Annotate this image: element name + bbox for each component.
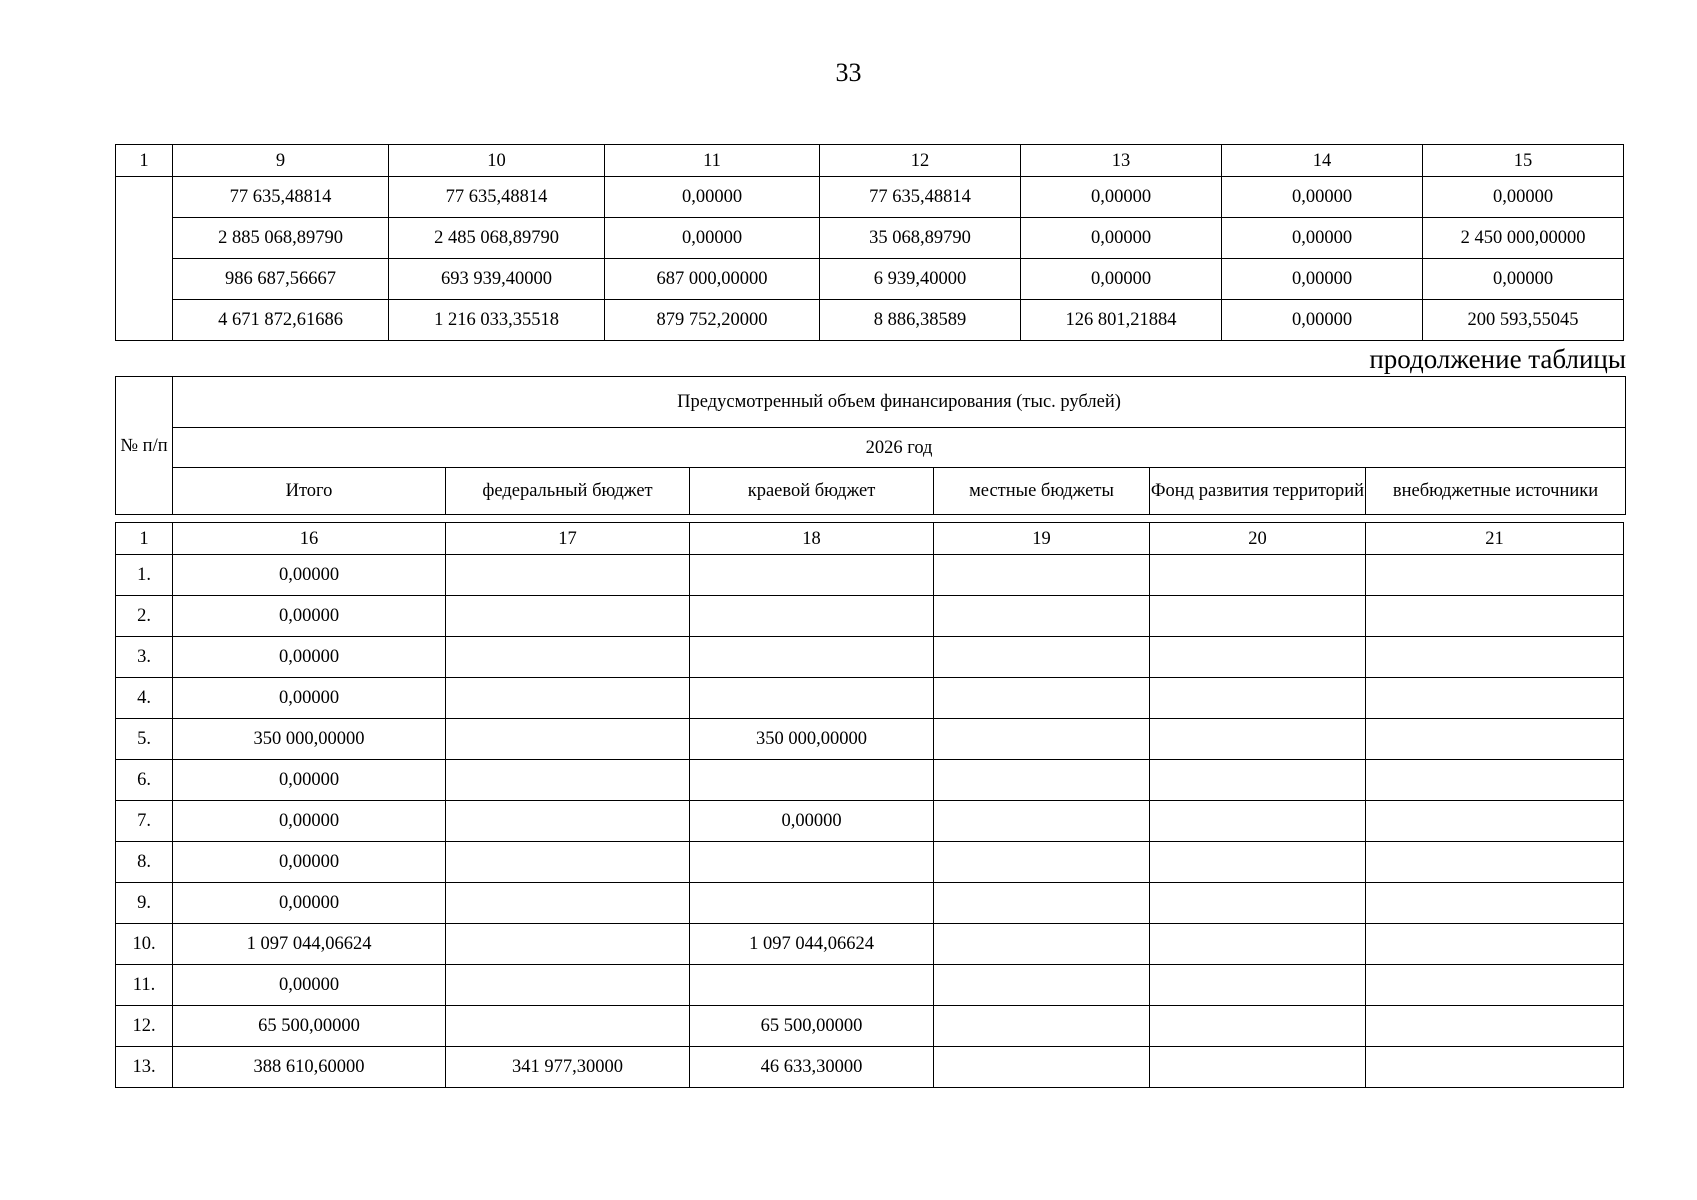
table-cell: 0,00000 [690, 801, 934, 842]
table-cell: 0,00000 [173, 760, 446, 801]
table-cell [690, 678, 934, 719]
table-cell: 6 939,40000 [820, 259, 1021, 300]
table-row [116, 883, 1624, 924]
table-cell: 0,00000 [605, 218, 820, 259]
table-cell: 126 801,21884 [1021, 300, 1222, 341]
table-cell [446, 1006, 690, 1047]
column-header: федеральный бюджет [446, 468, 690, 515]
table-cell: 0,00000 [1021, 177, 1222, 218]
column-number-row [116, 523, 1624, 555]
table-cell: 1 097 044,06624 [173, 924, 446, 965]
top-financing-table [115, 144, 1624, 341]
financing-body-table [115, 522, 1624, 1088]
table-cell [934, 637, 1150, 678]
table-cell: 0,00000 [173, 678, 446, 719]
table-row [116, 218, 1624, 259]
table-cell [690, 842, 934, 883]
table-cell [934, 965, 1150, 1006]
column-number-row [116, 145, 1624, 177]
table-cell: 77 635,48814 [820, 177, 1021, 218]
table-cell: 4 671 872,61686 [173, 300, 389, 341]
table-row [116, 678, 1624, 719]
table-cell [446, 883, 690, 924]
table-cell: 1 216 033,35518 [389, 300, 605, 341]
column-number: 13 [1021, 145, 1222, 177]
table-cell [690, 883, 934, 924]
table-cell: 986 687,56667 [173, 259, 389, 300]
table-cell: 0,00000 [173, 801, 446, 842]
column-number: 9 [173, 145, 389, 177]
table-cell: 0,00000 [1423, 259, 1624, 300]
row-number-cell: 10. [116, 924, 173, 965]
table-row [116, 924, 1624, 965]
column-number: 21 [1366, 523, 1624, 555]
table-cell [1150, 637, 1366, 678]
table-cell: 0,00000 [173, 596, 446, 637]
table-cell [934, 1006, 1150, 1047]
table-cell [446, 719, 690, 760]
table-cell: 0,00000 [1222, 300, 1423, 341]
table-cell: 687 000,00000 [605, 259, 820, 300]
table-cell [1150, 760, 1366, 801]
table-row [116, 177, 1624, 218]
table-cell [446, 924, 690, 965]
table-cell [446, 637, 690, 678]
table-cell [1366, 965, 1624, 1006]
table-cell: 879 752,20000 [605, 300, 820, 341]
table-row [116, 637, 1624, 678]
table-cell [934, 801, 1150, 842]
row-number-cell: 6. [116, 760, 173, 801]
year-header: 2026 год [173, 428, 1626, 468]
table-cell [1366, 555, 1624, 596]
column-header: Фонд развития территорий [1150, 468, 1366, 515]
table-cell: 46 633,30000 [690, 1047, 934, 1088]
table-cell: 77 635,48814 [173, 177, 389, 218]
table-cell [446, 555, 690, 596]
table-cell: 341 977,30000 [446, 1047, 690, 1088]
table-cell [934, 596, 1150, 637]
table-cell: 0,00000 [1021, 218, 1222, 259]
table-cell [690, 760, 934, 801]
table-cell [1366, 842, 1624, 883]
table-cell [1366, 760, 1624, 801]
column-number: 1 [116, 145, 173, 177]
column-number: 18 [690, 523, 934, 555]
table-cell: 1 097 044,06624 [690, 924, 934, 965]
row-number-cell: 5. [116, 719, 173, 760]
table-cell [446, 760, 690, 801]
table-cell [1150, 1006, 1366, 1047]
table-cell: 0,00000 [1222, 218, 1423, 259]
row-number-cell: 4. [116, 678, 173, 719]
table-cell [1150, 965, 1366, 1006]
table-row [116, 596, 1624, 637]
column-number: 11 [605, 145, 820, 177]
table-cell [934, 719, 1150, 760]
table-cell: 350 000,00000 [173, 719, 446, 760]
table-cell [690, 596, 934, 637]
table-row [116, 1047, 1624, 1088]
row-number-cell: 8. [116, 842, 173, 883]
table-cell [446, 965, 690, 1006]
table-cell [934, 842, 1150, 883]
row-number-cell: 2. [116, 596, 173, 637]
table-cell: 0,00000 [173, 842, 446, 883]
financing-header-table [115, 376, 1626, 515]
table-cell [934, 760, 1150, 801]
table-cell: 65 500,00000 [690, 1006, 934, 1047]
column-number: 17 [446, 523, 690, 555]
table-cell [1366, 637, 1624, 678]
table-cell [446, 678, 690, 719]
column-number: 19 [934, 523, 1150, 555]
column-header: внебюджетные источники [1366, 468, 1626, 515]
column-number: 16 [173, 523, 446, 555]
table-cell [1366, 1047, 1624, 1088]
table-cell: 2 450 000,00000 [1423, 218, 1624, 259]
column-header: местные бюджеты [934, 468, 1150, 515]
table-cell: 0,00000 [1222, 177, 1423, 218]
table-cell [1150, 1047, 1366, 1088]
table-row [116, 719, 1624, 760]
table-cell [1150, 719, 1366, 760]
table-cell [446, 596, 690, 637]
table-cell: 350 000,00000 [690, 719, 934, 760]
table-cell [690, 965, 934, 1006]
row-number-cell: 7. [116, 801, 173, 842]
continuation-label: продолжение таблицы [1369, 344, 1626, 374]
table-cell: 0,00000 [1222, 259, 1423, 300]
table-cell: 0,00000 [1021, 259, 1222, 300]
table-cell [934, 555, 1150, 596]
table-cell: 77 635,48814 [389, 177, 605, 218]
row-number-cell: 11. [116, 965, 173, 1006]
table-row [116, 760, 1624, 801]
column-header: краевой бюджет [690, 468, 934, 515]
column-number: 14 [1222, 145, 1423, 177]
table-row [116, 965, 1624, 1006]
column-number: 12 [820, 145, 1021, 177]
table-row [116, 555, 1624, 596]
table-cell [1150, 924, 1366, 965]
financing-title: Предусмотренный объем финансирования (тыс. рублей) [173, 377, 1626, 428]
table-cell: 2 885 068,89790 [173, 218, 389, 259]
row-number-cell: 3. [116, 637, 173, 678]
column-number: 1 [116, 523, 173, 555]
column-number: 20 [1150, 523, 1366, 555]
table-cell [934, 924, 1150, 965]
table-cell [1366, 719, 1624, 760]
table-cell [1150, 555, 1366, 596]
row-number-header: № п/п [116, 377, 173, 515]
table-cell [1150, 883, 1366, 924]
table-cell: 2 485 068,89790 [389, 218, 605, 259]
table-cell [1366, 678, 1624, 719]
table-cell: 0,00000 [605, 177, 820, 218]
table-cell [934, 1047, 1150, 1088]
table-cell [934, 883, 1150, 924]
table-cell [1366, 596, 1624, 637]
table-cell [1366, 1006, 1624, 1047]
row-number-cell: 1. [116, 555, 173, 596]
table-cell: 693 939,40000 [389, 259, 605, 300]
table-cell [934, 678, 1150, 719]
row-number-cell-empty [116, 177, 173, 341]
table-cell: 0,00000 [173, 965, 446, 1006]
table-cell: 0,00000 [173, 555, 446, 596]
table-cell [1150, 678, 1366, 719]
table-row [116, 842, 1624, 883]
row-number-cell: 12. [116, 1006, 173, 1047]
table-cell [446, 842, 690, 883]
column-number: 15 [1423, 145, 1624, 177]
row-number-cell: 9. [116, 883, 173, 924]
table-cell: 65 500,00000 [173, 1006, 446, 1047]
table-cell: 388 610,60000 [173, 1047, 446, 1088]
column-header: Итого [173, 468, 446, 515]
table-cell: 35 068,89790 [820, 218, 1021, 259]
table-cell [1150, 801, 1366, 842]
table-cell [1366, 801, 1624, 842]
table-cell: 200 593,55045 [1423, 300, 1624, 341]
table-cell [1366, 924, 1624, 965]
table-cell: 0,00000 [173, 637, 446, 678]
table-cell [446, 801, 690, 842]
row-number-cell: 13. [116, 1047, 173, 1088]
table-cell [1150, 842, 1366, 883]
table-cell [1366, 883, 1624, 924]
table-cell: 0,00000 [173, 883, 446, 924]
column-number: 10 [389, 145, 605, 177]
table-row [116, 801, 1624, 842]
table-cell [690, 637, 934, 678]
table-cell [690, 555, 934, 596]
table-cell: 8 886,38589 [820, 300, 1021, 341]
table-row [116, 300, 1624, 341]
table-row [116, 1006, 1624, 1047]
page-number: 33 [835, 58, 862, 87]
table-cell [1150, 596, 1366, 637]
table-cell: 0,00000 [1423, 177, 1624, 218]
table-row [116, 259, 1624, 300]
